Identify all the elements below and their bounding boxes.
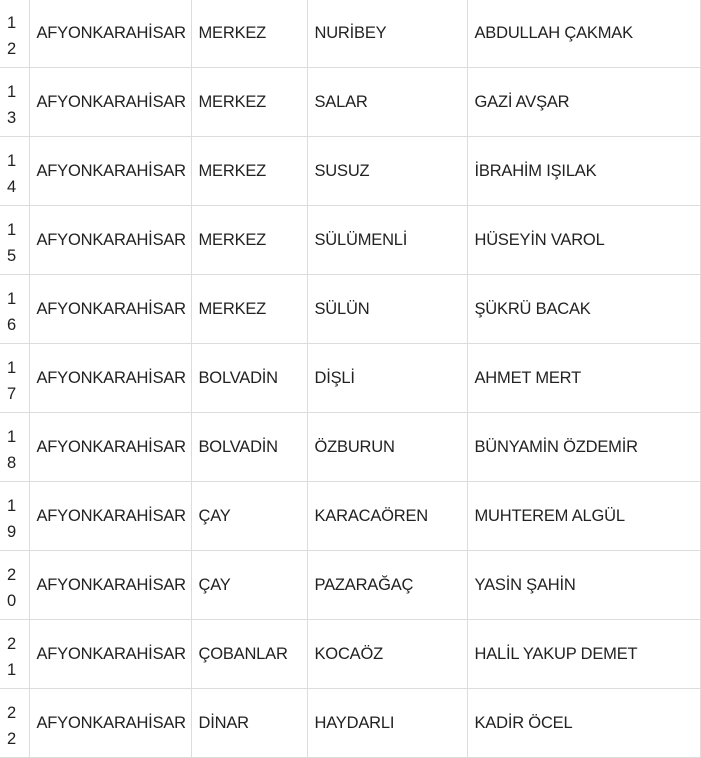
province-cell: AFYONKARAHİSAR [29,620,191,689]
village-cell: NURİBEY [307,0,467,68]
table-row [0,689,700,758]
row-number-cell [0,137,29,206]
province-cell: AFYONKARAHİSAR [29,0,191,68]
village-cell: SUSUZ [307,137,467,206]
district-cell: MERKEZ [191,137,307,206]
table-row [0,551,700,620]
province-cell: AFYONKARAHİSAR [29,482,191,551]
village-cell: KARACAÖREN [307,482,467,551]
row-number: 15 [7,221,17,265]
row-number-cell [0,551,29,620]
row-number: 18 [7,428,17,472]
table-row [0,344,700,413]
person-name-cell: BÜNYAMİN ÖZDEMİR [467,413,700,482]
province-cell: AFYONKARAHİSAR [29,275,191,344]
table-row [0,275,700,344]
row-number: 21 [7,635,17,679]
row-number-cell [0,0,29,68]
village-cell: SÜLÜN [307,275,467,344]
person-name-cell: HALİL YAKUP DEMET [467,620,700,689]
row-number: 20 [7,566,17,610]
row-number: 16 [7,290,17,334]
province-cell: AFYONKARAHİSAR [29,551,191,620]
province-cell: AFYONKARAHİSAR [29,68,191,137]
person-name-cell: MUHTEREM ALGÜL [467,482,700,551]
table-row [0,137,700,206]
province-cell: AFYONKARAHİSAR [29,137,191,206]
district-cell: BOLVADİN [191,344,307,413]
person-name-cell: ŞÜKRÜ BACAK [467,275,700,344]
village-cell: SÜLÜMENLİ [307,206,467,275]
row-number-cell [0,413,29,482]
table-row [0,482,700,551]
province-cell: AFYONKARAHİSAR [29,413,191,482]
row-number-cell [0,482,29,551]
village-cell: PAZARAĞAÇ [307,551,467,620]
district-cell: BOLVADİN [191,413,307,482]
district-cell: DİNAR [191,689,307,758]
person-name-cell: HÜSEYİN VAROL [467,206,700,275]
table-row [0,620,700,689]
table-row [0,413,700,482]
row-number-cell [0,689,29,758]
row-number: 19 [7,497,17,541]
row-number-cell [0,344,29,413]
district-cell: ÇAY [191,551,307,620]
village-cell: HAYDARLI [307,689,467,758]
village-cell: DİŞLİ [307,344,467,413]
row-number: 12 [7,14,17,58]
province-cell: AFYONKARAHİSAR [29,206,191,275]
district-cell: MERKEZ [191,275,307,344]
row-number-cell [0,275,29,344]
person-name-cell: İBRAHİM IŞILAK [467,137,700,206]
table-row [0,68,700,137]
table-row [0,206,700,275]
district-cell: MERKEZ [191,68,307,137]
village-cell: SALAR [307,68,467,137]
village-cell: KOCAÖZ [307,620,467,689]
person-name-cell: GAZİ AVŞAR [467,68,700,137]
row-number: 14 [7,152,17,196]
person-name-cell: ABDULLAH ÇAKMAK [467,0,700,68]
district-cell: MERKEZ [191,0,307,68]
person-name-cell: AHMET MERT [467,344,700,413]
row-number-cell [0,620,29,689]
district-cell: ÇAY [191,482,307,551]
province-cell: AFYONKARAHİSAR [29,344,191,413]
row-number-cell [0,68,29,137]
district-cell: ÇOBANLAR [191,620,307,689]
village-cell: ÖZBURUN [307,413,467,482]
table-row [0,0,700,68]
district-cell: MERKEZ [191,206,307,275]
person-name-cell: KADİR ÖCEL [467,689,700,758]
person-name-cell: YASİN ŞAHİN [467,551,700,620]
row-number: 22 [7,704,17,748]
row-number: 17 [7,359,17,403]
row-number-cell [0,206,29,275]
row-number: 13 [7,83,17,127]
province-cell: AFYONKARAHİSAR [29,689,191,758]
